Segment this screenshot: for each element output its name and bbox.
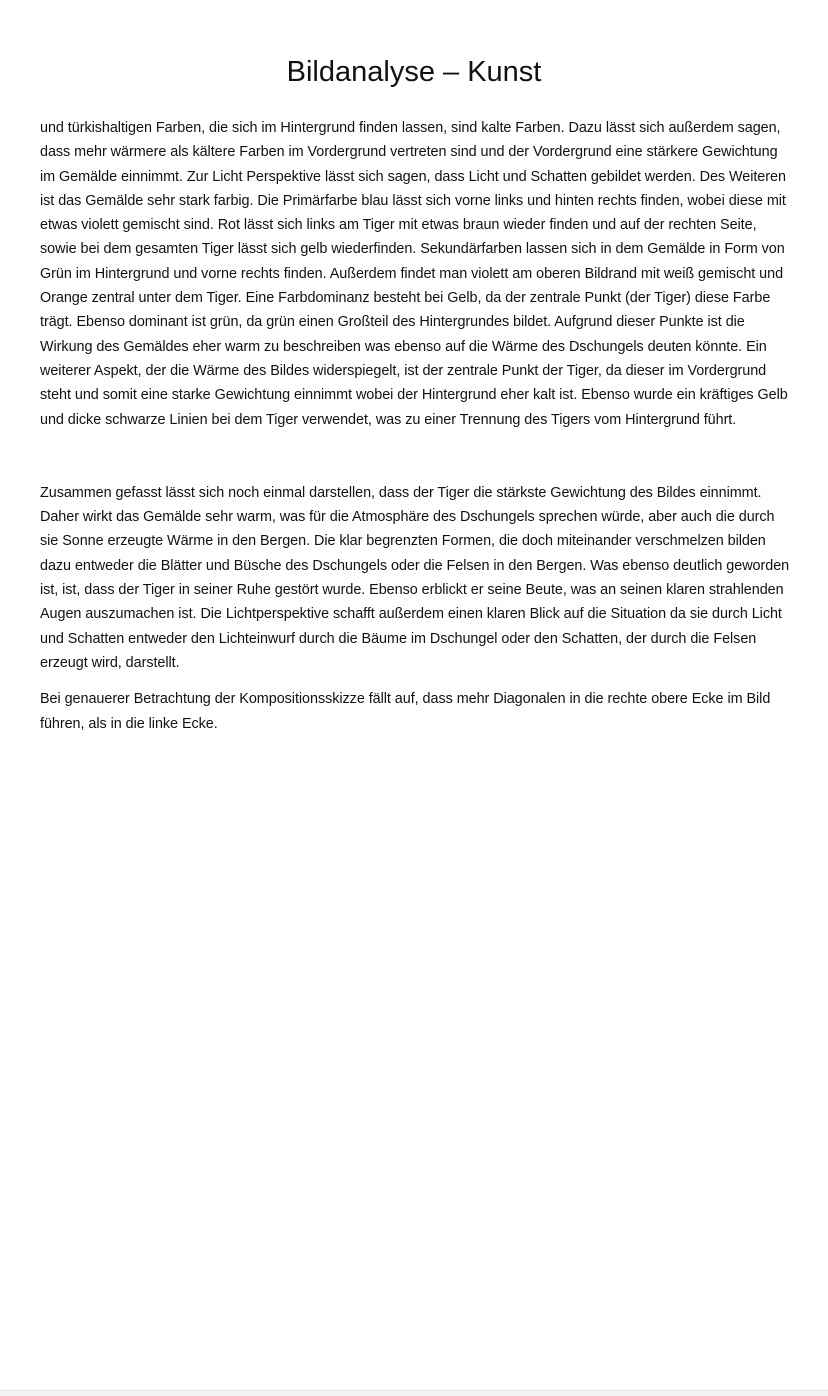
bottom-edge bbox=[0, 1390, 828, 1396]
document-body bbox=[40, 116, 792, 736]
paragraph-composition: Bei genauerer Betrachtung der Kompositionsskizze fällt auf, dass mehr Diagonalen in die rechte obere Ecke im Bild führen, als in die linke Ecke. bbox=[40, 691, 771, 732]
paragraph-summary: Zusammen gefasst lässt sich noch einmal darstellen, dass der Tiger die stärkste Gewichtung des Bildes einnimmt. Daher wirkt das Gemälde sehr warm, was für die Atmosphäre des Dschungels sprechen würde, aber auch die durch sie Sonne erzeugte Wärme in den Bergen. Die klar begrenzten Formen, die doch miteinander verschmelzen bilden dazu entweder die Blätter und Büsche des Dschungels oder die Felsen in den Bergen. Was ebenso deutlich geworden ist, ist, dass der Tiger in seiner Ruhe gestört wurde. Ebenso erblickt er seine Beute, was an seinen klaren strahlenden Augen auszumachen ist. Die Lichtperspektive schafft außerdem einen klaren Blick auf die Situation da sie durch Licht und Schatten entweder den Lichteinwurf durch die Bäume im Dschungel oder den Schatten, der durch die Felsen erzeugt wird, darstellt. bbox=[40, 484, 790, 671]
page-title: Bildanalyse – Kunst bbox=[286, 56, 542, 88]
paragraph-color-analysis: und türkishaltigen Farben, die sich im Hintergrund finden lassen, sind kalte Farben. Dazu lässt sich außerdem sagen, dass mehr wärmere als kältere Farben im Vordergrund vertreten sind und der Vordergrund eine stärkere Gewichtung im Gemälde einnimmt. Zur Licht Perspektive lässt sich sagen, dass Licht und Schatten gebildet werden. Des Weiteren ist das Gemälde sehr stark farbig. Die Primärfarbe blau lässt sich vorne links und hinten rechts finden, wobei diese mit etwas violett gemischt sind. Rot lässt sich links am Tiger mit etwas braun wieder finden und auf der rechten Seite, sowie bei dem gesamten Tiger lässt sich gelb wiederfinden. Sekundärfarben lassen sich in dem Gemälde in Form von Grün im Hintergrund und vorne rechts finden. Außerdem findet man violett am oberen Bildrand mit weiß gemischt und Orange zentral unter dem Tiger. Eine Farbdominanz besteht bei Gelb, da der zentrale Punkt (der Tiger) diese Farbe trägt. Ebenso dominant ist grün, da grün einen Großteil des Hintergrundes bildet. Aufgrund dieser Punkte ist die Wirkung des Gemäldes eher warm zu beschreiben was ebenso auf die Wärme des Dschungels deuten könnte. Ein weiterer Aspekt, der die Wärme des Bildes widerspiegelt, ist der zentrale Punkt der Tiger, da dieser im Vordergrund steht und somit eine starke Gewichtung einnimmt wobei der Hintergrund eher kalt ist. Ebenso wurde ein kräftiges Gelb und dicke schwarze Linien bei dem Tiger verwendet, was zu einer Trennung des Tigers vom Hintergrund führt. bbox=[40, 120, 788, 428]
